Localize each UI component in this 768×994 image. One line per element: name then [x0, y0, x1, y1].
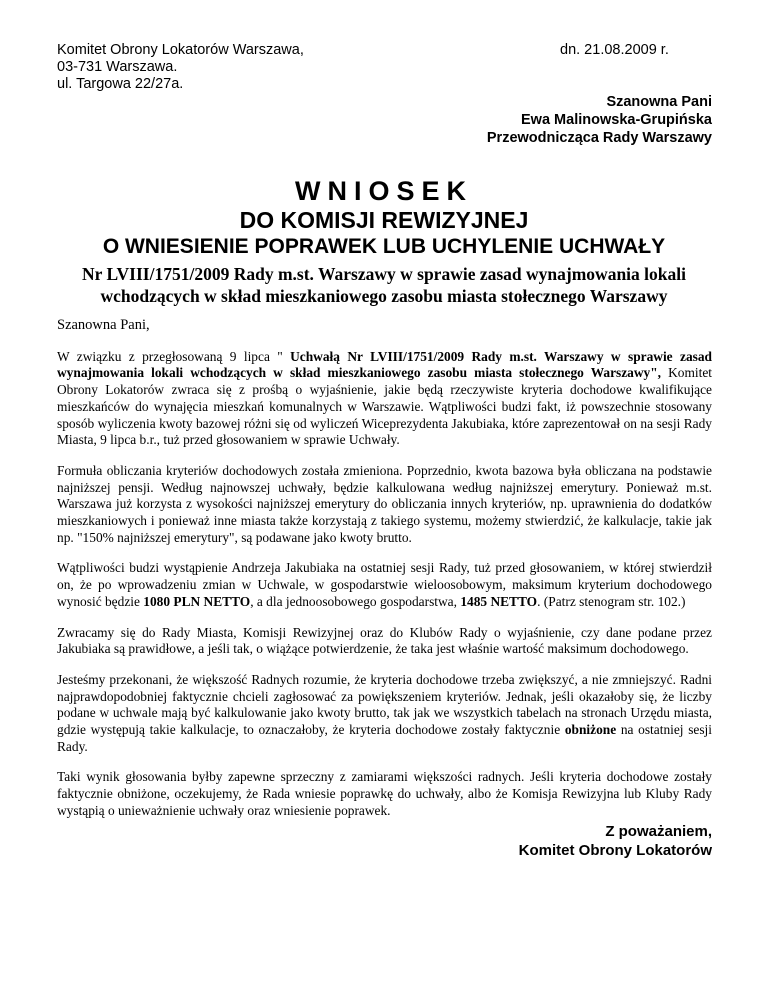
title-resolution: Nr LVIII/1751/2009 Rady m.st. Warszawy w sprawie zasad wynajmowania lokali wchodzących w skład mieszkaniowego zasobu miasta stołecznego Warszawy — [82, 264, 686, 306]
recipient-salutation: Szanowna Pani — [606, 94, 712, 110]
p5-emphasis: obniżone — [564, 722, 617, 738]
recipient-name: Ewa Malinowska-Grupińska — [521, 112, 712, 128]
p3-mid: , a dla jednoosobowego gospodarstwa, — [250, 593, 461, 609]
title-wniosek: WNIOSEK — [294, 176, 473, 206]
letter-body — [57, 317, 712, 834]
paragraph-5 — [57, 672, 712, 756]
recipient-block — [487, 93, 712, 147]
p1-rest: Komitet Obrony Lokatorów zwraca się z prośbą o wyjaśnienie, jakie będą rzeczywiste kryteria dochodowe kwalifikujące mieszkańców do wynajęcia mieszkań komunalnych w Warszawie. Wątpliwości budzi fakt, iż powszechnie stosowany sposób wyliczenia kwoty bazowej różni się od wyliczeń Wiceprezydenta Jakubiaka, które zaprezentował on na sesji Rady Miasta, 9 lipca b.r., tuż przed głosowaniem w sprawie Uchwały. — [57, 365, 713, 448]
closing-block — [519, 822, 712, 860]
sender-address — [57, 42, 304, 93]
title-subject: O WNIESIENIE POPRAWEK LUB UCHYLENIE UCHWAŁY — [102, 235, 666, 258]
paragraph-3 — [57, 560, 712, 610]
paragraph-1 — [57, 349, 712, 449]
p3-end: . (Patrz stenogram str. 102.) — [537, 593, 686, 609]
sender-name: Komitet Obrony Lokatorów Warszawa, — [57, 42, 304, 58]
p3-intro: Wątpliwości budzi wystąpienie Andrzeja Jakubiaka na ostatniej sesji Rady, tuż przed głosowaniem, w której stwierdził on, że po wprowadzeniu zmian w Uchwale, w gospodarstwie wieloosobowym, maksimum kryterium dochodowego wynosić będzie — [57, 560, 712, 609]
paragraph-6: Taki wynik głosowania byłby zapewne sprzeczny z zamiarami większości radnych. Jeśli kryteria dochodowe zostały faktycznie obniżone, oczekujemy, że Rada wniesie poprawkę do uchwały, albo że Komisja Rewizyjna lub Kluby Rady wystąpią o unieważnienie uchwały oraz wniesienie poprawek. — [57, 769, 712, 818]
p5-intro: Jesteśmy przekonani, że większość Radnych rozumie, że kryteria dochodowe trzeba zwiększyć, a nie zmniejszyć. Radni najprawdopodobniej faktycznie chcieli zagłosować za powiększeniem kryteriów. Jednak, jeśli okazałoby się, że liczby podane w uchwale mają być kalkulowanie jako kwoty brutto, tak jak we wszystkich tabelach na stronach Urzędu miasta, gdzie występują takie kalkulacje, to oznaczałoby, że kryteria dochodowe zostały faktycznie — [57, 671, 712, 738]
recipient-title: Przewodnicząca Rady Warszawy — [486, 130, 712, 146]
letter-date: dn. 21.08.2009 r. — [560, 42, 669, 58]
document-title — [0, 176, 768, 307]
p5-end: na ostatniej sesji Rady. — [57, 722, 713, 754]
closing-signature: Komitet Obrony Lokatorów — [518, 842, 712, 859]
greeting: Szanowna Pani, — [57, 317, 150, 333]
p3-amount-single: 1485 NETTO — [460, 593, 538, 609]
sender-street: ul. Targowa 22/27a. — [57, 76, 184, 92]
p1-resolution-name: Uchwałą Nr LVIII/1751/2009 Rady m.st. Warszawy w sprawie zasad wynajmowania lokali wchodzących w skład mieszkaniowego zasobu miasta stołecznego Warszawy", — [57, 348, 712, 381]
p3-amount-multi: 1080 PLN NETTO — [143, 593, 251, 609]
paragraph-4: Zwracamy się do Rady Miasta, Komisji Rewizyjnej oraz do Klubów Rady o wyjaśnienie, czy dane podane przez Jakubiaka są prawidłowe, a jeśli tak, o wiążące potwierdzenie, że taka jest właśnie wartość maksimum dochodowego. — [57, 624, 712, 657]
title-komisja: DO KOMISJI REWIZYJNEJ — [239, 207, 529, 233]
p1-intro: W związku z przegłosowaną 9 lipca " — [57, 348, 291, 364]
sender-postcode: 03-731 Warszawa. — [57, 59, 178, 75]
closing-regards: Z poważaniem, — [605, 823, 712, 840]
paragraph-2: Formuła obliczania kryteriów dochodowych została zmieniona. Poprzednio, kwota bazowa była obliczana na podstawie najniższej pensji. Według najnowszej uchwały, będzie kalkulowana według najniższej emerytury. Ponieważ m.st. Warszawa już korzysta z wysokości najniższej emerytury do obliczania innych kryteriów, np. uprawnienia do dodatków mieszkaniowych i ponieważ inne miasta także korzystają z takiego systemu, możemy stwierdzić, że kalkulacje, takie jak np. "150% najniższej emerytury", są podawane jako kwoty brutto. — [57, 462, 712, 545]
